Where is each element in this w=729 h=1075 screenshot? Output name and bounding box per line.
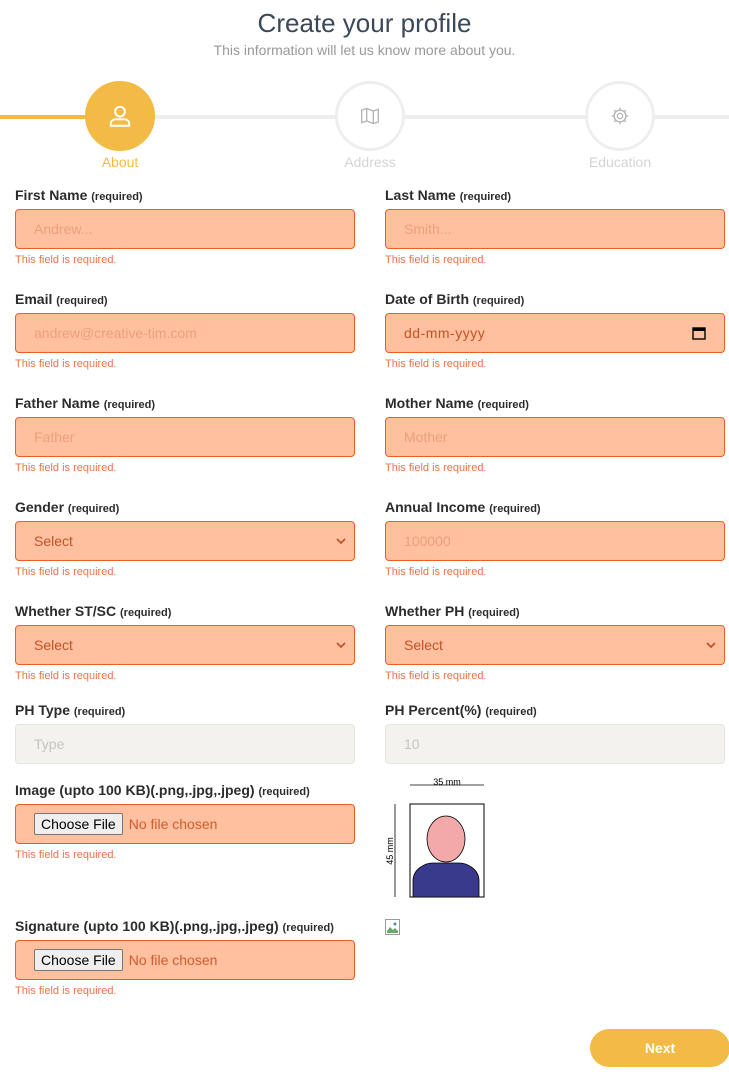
gear-icon	[610, 106, 630, 126]
label-text: Father Name	[15, 395, 100, 411]
st-sc-error: This field is required.	[15, 670, 117, 682]
first-name-error: This field is required.	[15, 254, 117, 266]
ph-select[interactable]	[385, 625, 725, 665]
mother-name-error: This field is required.	[385, 462, 487, 474]
st-sc-label	[15, 603, 171, 619]
chevron-down-icon	[334, 638, 348, 652]
label-text: Image (upto 100 KB)(.png,.jpg,.jpeg)	[15, 782, 255, 798]
gender-select[interactable]	[15, 521, 355, 561]
ph-error: This field is required.	[385, 670, 487, 682]
placeholder: 10	[404, 736, 420, 752]
wizard-step-about[interactable]	[85, 81, 155, 170]
signature-file-input[interactable]	[15, 940, 355, 980]
gender-label	[15, 499, 119, 515]
required-tag: (required)	[91, 191, 143, 203]
first-name-label	[15, 187, 143, 203]
label-text: PH Percent(%)	[385, 702, 482, 718]
page-subtitle: This information will let us know more about you.	[213, 42, 516, 58]
label-text: Date of Birth	[385, 291, 469, 307]
user-icon	[107, 103, 133, 129]
dob-error: This field is required.	[385, 358, 487, 370]
file-status: No file chosen	[128, 816, 218, 832]
placeholder: Type	[34, 736, 65, 752]
choose-file-button[interactable]: Choose File	[34, 813, 123, 835]
wizard-step-education[interactable]	[585, 81, 655, 170]
required-tag: (required)	[485, 706, 537, 718]
first-name-input[interactable]	[15, 209, 355, 249]
required-tag: (required)	[472, 295, 525, 307]
annual-income-label	[385, 499, 541, 515]
date-value: dd-mm-yyyy	[404, 325, 486, 341]
page-title: Create your profile	[257, 8, 472, 38]
wizard-step-address[interactable]	[335, 81, 405, 170]
gender-error: This field is required.	[15, 566, 117, 578]
annual-income-error: This field is required.	[385, 566, 487, 578]
last-name-input[interactable]	[385, 209, 725, 249]
label-text: Email	[15, 291, 53, 307]
silhouette-body	[413, 863, 479, 897]
dob-input[interactable]	[385, 313, 725, 353]
ph-type-label	[15, 702, 125, 718]
mother-name-label	[385, 395, 529, 411]
ph-percent-input	[385, 724, 725, 764]
broken-image-icon	[385, 919, 401, 935]
father-name-input[interactable]	[15, 417, 355, 457]
map-icon	[360, 106, 380, 126]
email-label	[15, 291, 108, 307]
ph-label	[385, 603, 520, 619]
annual-income-input[interactable]	[385, 521, 725, 561]
silhouette-head	[427, 816, 465, 862]
photo-height-label: 45 mm	[385, 837, 395, 865]
label-text: First Name	[15, 187, 88, 203]
dob-label	[385, 291, 524, 307]
required-tag: (required)	[477, 399, 529, 411]
placeholder: Mother	[404, 429, 448, 445]
signature-error: This field is required.	[15, 985, 117, 997]
mother-name-input[interactable]	[385, 417, 725, 457]
choose-file-button[interactable]: Choose File	[34, 949, 123, 971]
label-text: Annual Income	[385, 499, 486, 515]
image-label	[15, 782, 310, 798]
wizard-step-label: Address	[344, 154, 396, 170]
required-tag: (required)	[489, 503, 541, 515]
required-tag: (required)	[56, 295, 108, 307]
label-text: Gender	[15, 499, 65, 515]
last-name-error: This field is required.	[385, 254, 487, 266]
placeholder: 100000	[404, 533, 451, 549]
placeholder: andrew@creative-tim.com	[34, 325, 197, 341]
signature-label	[15, 918, 334, 934]
selected-value: Select	[34, 637, 73, 653]
image-file-input[interactable]	[15, 804, 355, 844]
required-tag: (required)	[468, 607, 520, 619]
passport-photo-guide	[385, 776, 495, 901]
ph-percent-label	[385, 702, 537, 718]
ph-type-input	[15, 724, 355, 764]
label-text: Last Name	[385, 187, 456, 203]
calendar-icon[interactable]	[692, 326, 706, 340]
label-text: Whether PH	[385, 603, 465, 619]
required-tag: (required)	[73, 706, 126, 718]
label-text: Whether ST/SC	[15, 603, 117, 619]
chevron-down-icon	[334, 534, 348, 548]
email-error: This field is required.	[15, 358, 117, 370]
father-name-label	[15, 395, 155, 411]
required-tag: (required)	[258, 786, 310, 798]
placeholder: Smith...	[404, 221, 452, 237]
required-tag: (required)	[459, 191, 512, 203]
last-name-label	[385, 187, 511, 203]
image-error: This field is required.	[15, 849, 117, 861]
placeholder: Father	[34, 429, 75, 445]
placeholder: Andrew...	[34, 221, 93, 237]
required-tag: (required)	[120, 607, 172, 619]
photo-width-label: 35 mm	[433, 777, 461, 787]
required-tag: (required)	[67, 503, 120, 515]
selected-value: Select	[34, 533, 73, 549]
wizard-step-label: Education	[588, 154, 652, 170]
st-sc-select[interactable]	[15, 625, 355, 665]
chevron-down-icon	[704, 638, 718, 652]
required-tag: (required)	[103, 399, 156, 411]
label-text: Mother Name	[385, 395, 474, 411]
next-button[interactable]: Next	[590, 1029, 729, 1067]
file-status: No file chosen	[128, 952, 218, 968]
wizard-step-label: About	[101, 154, 139, 170]
selected-value: Select	[404, 637, 443, 653]
required-tag: (required)	[282, 922, 334, 934]
label-text: Signature (upto 100 KB)(.png,.jpg,.jpeg)	[15, 918, 279, 934]
label-text: PH Type	[15, 702, 70, 718]
email-input[interactable]	[15, 313, 355, 353]
father-name-error: This field is required.	[15, 462, 117, 474]
